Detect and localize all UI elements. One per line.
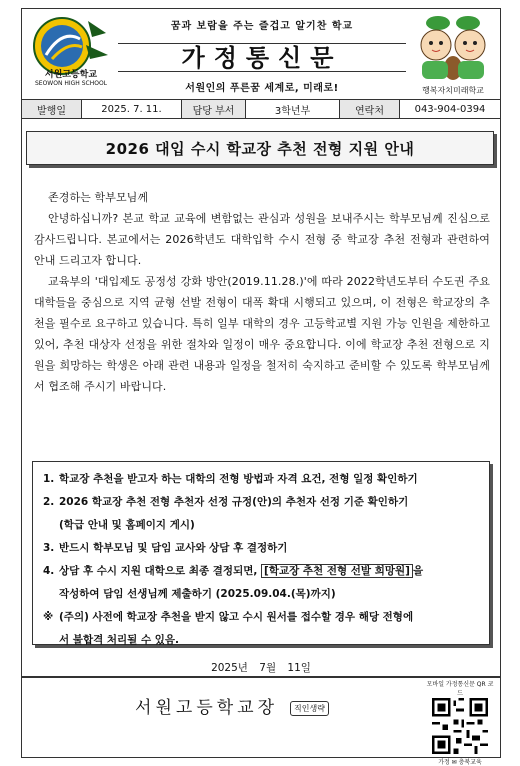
qr-code-icon[interactable]: [432, 698, 488, 754]
letter-date: 2025년 7월 11일: [211, 662, 311, 674]
qr-code-block[interactable]: [424, 679, 496, 766]
letter-body: [34, 187, 490, 397]
qr-caption: 모바일 가정통신문 QR 코드: [426, 681, 494, 697]
issue-date-label: 발행일: [22, 100, 82, 118]
policy-paragraph: 교육부의 '대입제도 공정성 강화 방안(2019.11.28.)'에 따라 2022학년도부터 수도권 주요 대학들을 중심으로 지역 균형 선발 전형이 대폭 확대 시행되고 있으며, 이 전형은 학교장의 추천을 필수로 요구하고 있습니다. 특히 일부 대학의 경우 고등학교별 지원 가능 인원을 제한하고 있어, 추천 대상자 선정을 위한 절차와 일정이 매우 중요합니다. 이에 학교장 추천 전형으로 지원을 희망하는 학생은 아래 관련 내용과 일정을 철저히 숙지하고 준비할 수 있도록 학부모님께서 협조해 주시기 바랍니다.: [34, 275, 490, 393]
letter-header: [22, 9, 500, 97]
dept-label: 담당 부서: [182, 100, 246, 118]
mascot-logo: [410, 13, 496, 95]
greeting: 존경하는 학부모님께: [48, 191, 149, 204]
newsletter-subtitle: 서원인의 푸른꿈 세계로, 미래로!: [185, 83, 339, 94]
caution-note: ※ (주의) 사전에 학교장 추천을 받지 않고 수시 원서를 접수할 경우 해당 전형에 서 불합격 처리될 수 있음.: [43, 611, 414, 646]
intro-paragraph: 안녕하십니까? 본교 학교 교육에 변함없는 관심과 성원을 보내주시는 학부모님께 진심으로 감사드립니다. 본교에서는 2026학년도 대학입학 수시 전형 중 학교장 추천 전형과 관련하여 안내 드리고자 합니다.: [34, 212, 490, 267]
issue-date: 2025. 7. 11.: [82, 100, 182, 118]
school-logo-label: 서원고등학교: [44, 70, 98, 80]
header-title-block: [118, 15, 406, 93]
list-item: 3. 반드시 학부모님 및 담임 교사와 상담 후 결정하기: [43, 542, 288, 554]
footer-rule: [22, 676, 500, 678]
mascot-label: 행복자치미래학교: [422, 86, 484, 95]
contact-value: 043-904-0394: [414, 103, 486, 115]
notice-title: 2026 대입 수시 학교장 추천 전형 지원 안내: [26, 131, 494, 165]
qr-footer-label: 가정 ✉ 충북교육: [438, 759, 482, 766]
school-logo: [28, 15, 112, 89]
school-motto: 꿈과 보람을 주는 즐겁고 알기찬 학교: [170, 21, 354, 32]
newsletter-title: 가정통신문: [181, 43, 343, 72]
list-item: 4. 상담 후 수시 지원 대학으로 최종 결정되면, [학교장 추천 전형 선발 희망원] 을 작성하여 담임 선생님께 제출하기 (2025.09.04.(목)까지): [43, 565, 424, 600]
info-row: [22, 99, 500, 119]
list-item: 1. 학교장 추천을 받고자 하는 대학의 전형 방법과 자격 요건, 전형 일정 확인하기: [43, 473, 418, 485]
contact-label: 연락처: [340, 100, 400, 118]
principal-name: 서원고등학교장: [135, 698, 279, 718]
checklist-box: [32, 461, 490, 645]
school-logo-sublabel: SEOWON HIGH SCHOOL: [34, 80, 108, 87]
letter-frame: [21, 8, 501, 766]
application-form-name: [학교장 추천 전형 선발 희망원]: [261, 564, 413, 578]
dept-value: 3학년부: [246, 100, 340, 118]
list-item: 2. 2026 학교장 추천 전형 추천자 선정 규정(안)의 추천자 선정 기준 확인하기 (학급 안내 및 홈페이지 게시): [43, 496, 409, 531]
seal-omitted-stamp: 직인생략: [290, 701, 329, 716]
principal-signature: [62, 693, 402, 718]
